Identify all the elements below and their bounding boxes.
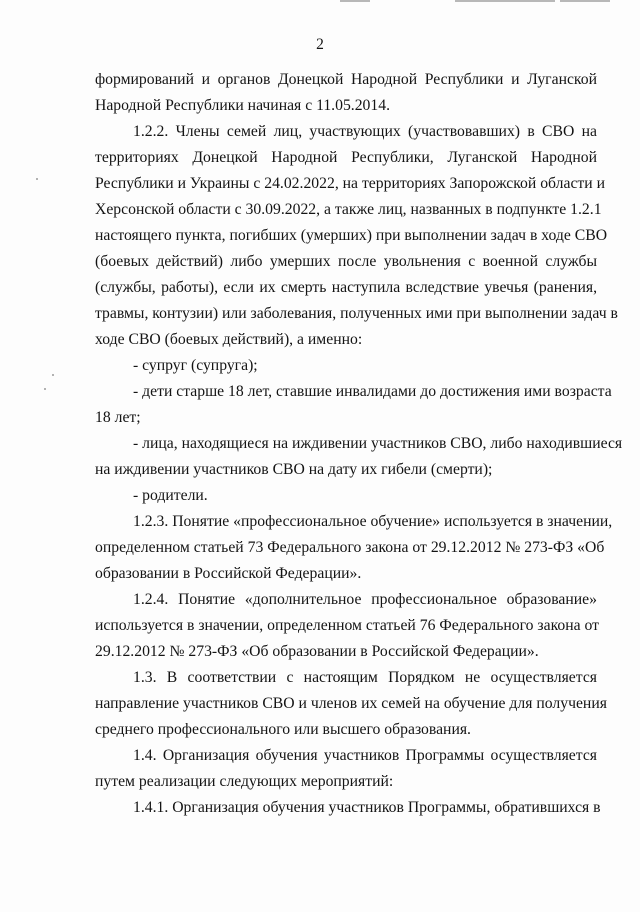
text-line: 29.12.2012 № 273-ФЗ «Об образовании в Российской Федерации». <box>95 643 539 660</box>
text-line: определенном статьей 73 Федерального закона от 29.12.2012 № 273-ФЗ «Об <box>95 539 605 556</box>
text-line: 1.2.2. Члены семей лиц, участвующих (участвовавших) в СВО на <box>133 123 597 140</box>
text-line: Народной Республики начиная с 11.05.2014. <box>95 97 391 114</box>
text-line: 1.2.4. Понятие «дополнительное профессиональное образование» <box>133 591 597 608</box>
scan-speck <box>52 374 54 376</box>
text-line: - родители. <box>133 487 208 504</box>
text-line: путем реализации следующих мероприятий: <box>95 773 394 790</box>
scan-speck <box>36 178 38 180</box>
text-line: (боевых действий) либо умерших после увольнения с военной службы <box>95 253 597 270</box>
text-line: - лица, находящиеся на иждивении участников СВО, либо находившиеся <box>133 435 623 452</box>
text-line: 1.3. В соответствии с настоящим Порядком не осуществляется <box>133 669 597 686</box>
scan-speck <box>44 388 46 390</box>
text-line: Херсонской области с 30.09.2022, а также лиц, названных в подпункте 1.2.1 <box>95 201 602 218</box>
text-line: ходе СВО (боевых действий), а именно: <box>95 331 363 348</box>
text-line: 1.4.1. Организация обучения участников Программы, обратившихся в <box>133 799 601 816</box>
text-line: территориях Донецкой Народной Республики, Луганской Народной <box>95 149 597 166</box>
text-line: - супруг (супруга); <box>133 357 258 374</box>
scan-edge-mark <box>340 0 370 2</box>
text-line: 1.4. Организация обучения участников Программы осуществляется <box>133 747 597 764</box>
document-body <box>95 67 623 821</box>
text-line: Республики и Украины с 24.02.2022, на территориях Запорожской области и <box>95 175 605 192</box>
text-line: 18 лет; <box>95 409 141 426</box>
text-line: настоящего пункта, погибших (умерших) при выполнении задач в ходе СВО <box>95 227 608 244</box>
text-line: на иждивении участников СВО на дату их гибели (смерти); <box>95 461 493 478</box>
text-line: формирований и органов Донецкой Народной Республики и Луганской <box>95 71 597 88</box>
text-line: 1.2.3. Понятие «профессиональное обучение» используется в значении, <box>133 513 613 530</box>
text-line: используется в значении, определенном статьей 76 Федерального закона от <box>95 617 600 634</box>
text-line: направление участников СВО и членов их семей на обучение для получения <box>95 695 607 712</box>
text-line: среднего профессионального или высшего образования. <box>95 721 471 738</box>
text-line: (службы, работы), если их смерть наступила вследствие увечья (ранения, <box>95 279 597 296</box>
text-line: - дети старше 18 лет, ставшие инвалидами до достижения ими возраста <box>133 383 612 400</box>
page-number: 2 <box>316 36 324 53</box>
text-line: травмы, контузии) или заболевания, полученных ими при выполнении задач в <box>95 305 618 322</box>
scan-edge-mark <box>560 0 610 2</box>
text-line: образовании в Российской Федерации». <box>95 565 362 582</box>
scan-edge-mark <box>455 0 555 2</box>
